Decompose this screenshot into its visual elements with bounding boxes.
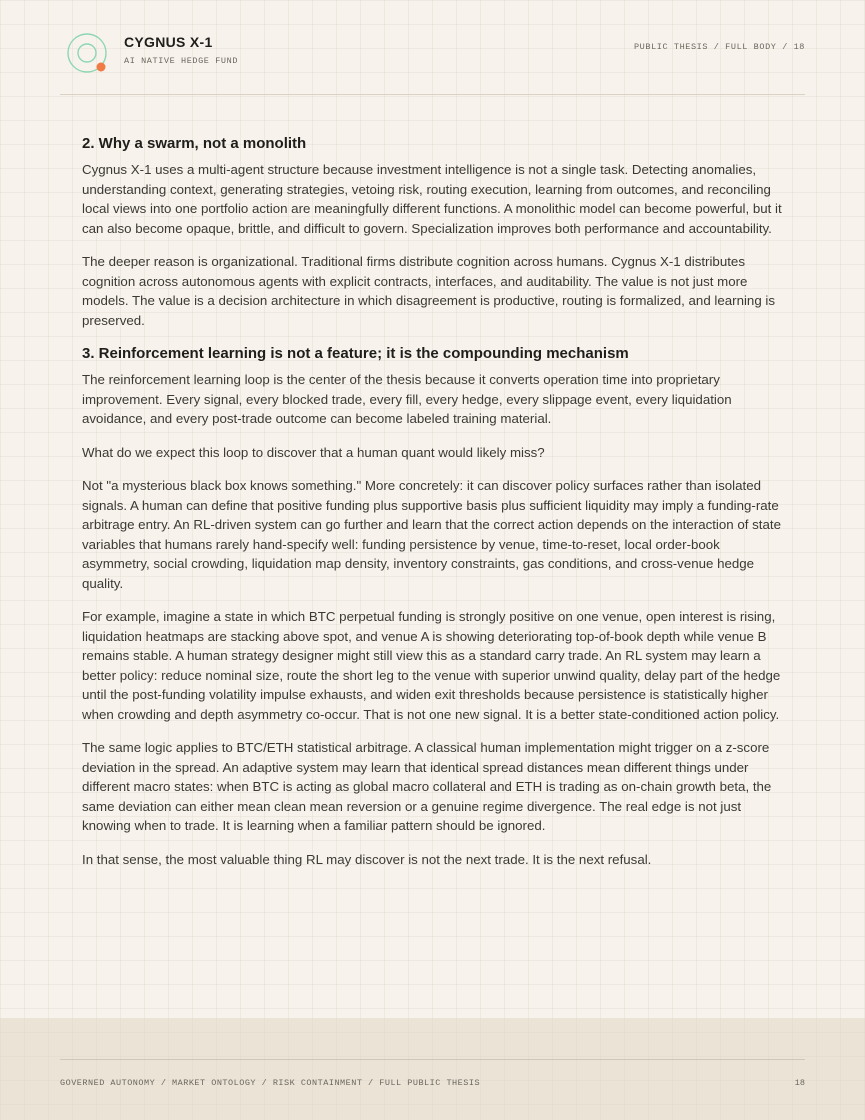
paragraph: The same logic applies to BTC/ETH statistical arbitrage. A classical human implementation might trigger on a z-score deviation in the spread. An adaptive system may learn that identical spread distances mean different things under different macro states: when BTC is acting as global macro collateral and ETH is trading as on-chain growth beta, the same deviation can either mean clean mean reversion or a genuine regime divergence. The real edge is not just knowing when to trade. It is learning when a familiar pattern should be ignored. bbox=[82, 740, 772, 833]
paragraph: In that sense, the most valuable thing RL may discover is not the next trade. It is the next refusal. bbox=[82, 851, 652, 867]
page-footer bbox=[60, 1059, 805, 1100]
brand-tagline: AI NATIVE HEDGE FUND bbox=[124, 56, 239, 66]
section-heading: 3. Reinforcement learning is not a feature; it is the compounding mechanism bbox=[82, 345, 629, 362]
page-header bbox=[60, 28, 805, 95]
paragraph: The deeper reason is organizational. Traditional firms distribute cognition across humans. Cygnus X-1 distributes cognition across autonomous agents with explicit contracts, interfaces, and auditability. The value is not just more models. The value is a decision architecture in which disagreement is productive, routing is formalized, and learning is preserved. bbox=[82, 254, 776, 328]
paragraph: Cygnus X-1 uses a multi-agent structure because investment intelligence is not a single task. Detecting anomalies, understanding context, generating strategies, vetoing risk, routing execution, learning from outcomes, and reconciling local views into one portfolio action are meaningfully different functions. A monolithic model can become powerful, but it can also become opaque, brittle, and difficult to govern. Specialization improves both performance and accountability. bbox=[82, 162, 782, 236]
paragraph: For example, imagine a state in which BTC perpetual funding is strongly positive on one venue, open interest is rising, liquidation heatmaps are stacking above spot, and venue A is showing deteriorating top-of-book depth while venue B remains stable. A human strategy designer might still view this as a standard carry trade. An RL system may learn a better policy: reduce nominal size, route the short leg to the venue with superior unwind quality, delay part of the hedge until the post-funding volatility impulse exhausts, and widen exit thresholds because persistence is statistically higher when crowding and depth asymmetry co-occur. That is not one new signal. It is a better state-conditioned action policy. bbox=[82, 609, 781, 722]
paragraph: The reinforcement learning loop is the center of the thesis because it converts operation time into proprietary improvement. Every signal, every blocked trade, every fill, every hedge, every slippage event, every liquidation avoidance, and every post-trade outcome can become labeled training material. bbox=[82, 372, 732, 426]
section-heading: 2. Why a swarm, not a monolith bbox=[82, 135, 307, 152]
footer-text: GOVERNED AUTONOMY / MARKET ONTOLOGY / RISK CONTAINMENT / FULL PUBLIC THESIS bbox=[60, 1078, 481, 1088]
paragraph: Not "a mysterious black box knows something." More concretely: it can discover policy surfaces rather than isolated signals. A human can define that positive funding plus supportive basis plus sufficient liquidity may imply a funding-rate arbitrage entry. An RL-driven system can go further and learn that the correct action depends on the interaction of state variables that humans rarely hand-specify well: funding persistence by venue, time-to-reset, local order-book asymmetry, social crowding, liquidation map density, inventory constraints, gas conditions, and cross-venue hedge quality. bbox=[82, 478, 781, 591]
paragraph: What do we expect this loop to discover that a human quant would likely miss? bbox=[82, 444, 545, 460]
brand-name: CYGNUS X-1 bbox=[124, 34, 213, 50]
section-reinforcement-learning bbox=[82, 344, 784, 869]
section-swarm bbox=[82, 134, 784, 330]
page-marker: PUBLIC THESIS / FULL BODY / 18 bbox=[633, 42, 805, 52]
orbit-logo-icon bbox=[66, 32, 110, 76]
page-number: 18 bbox=[794, 1078, 805, 1088]
document-body bbox=[82, 134, 784, 883]
